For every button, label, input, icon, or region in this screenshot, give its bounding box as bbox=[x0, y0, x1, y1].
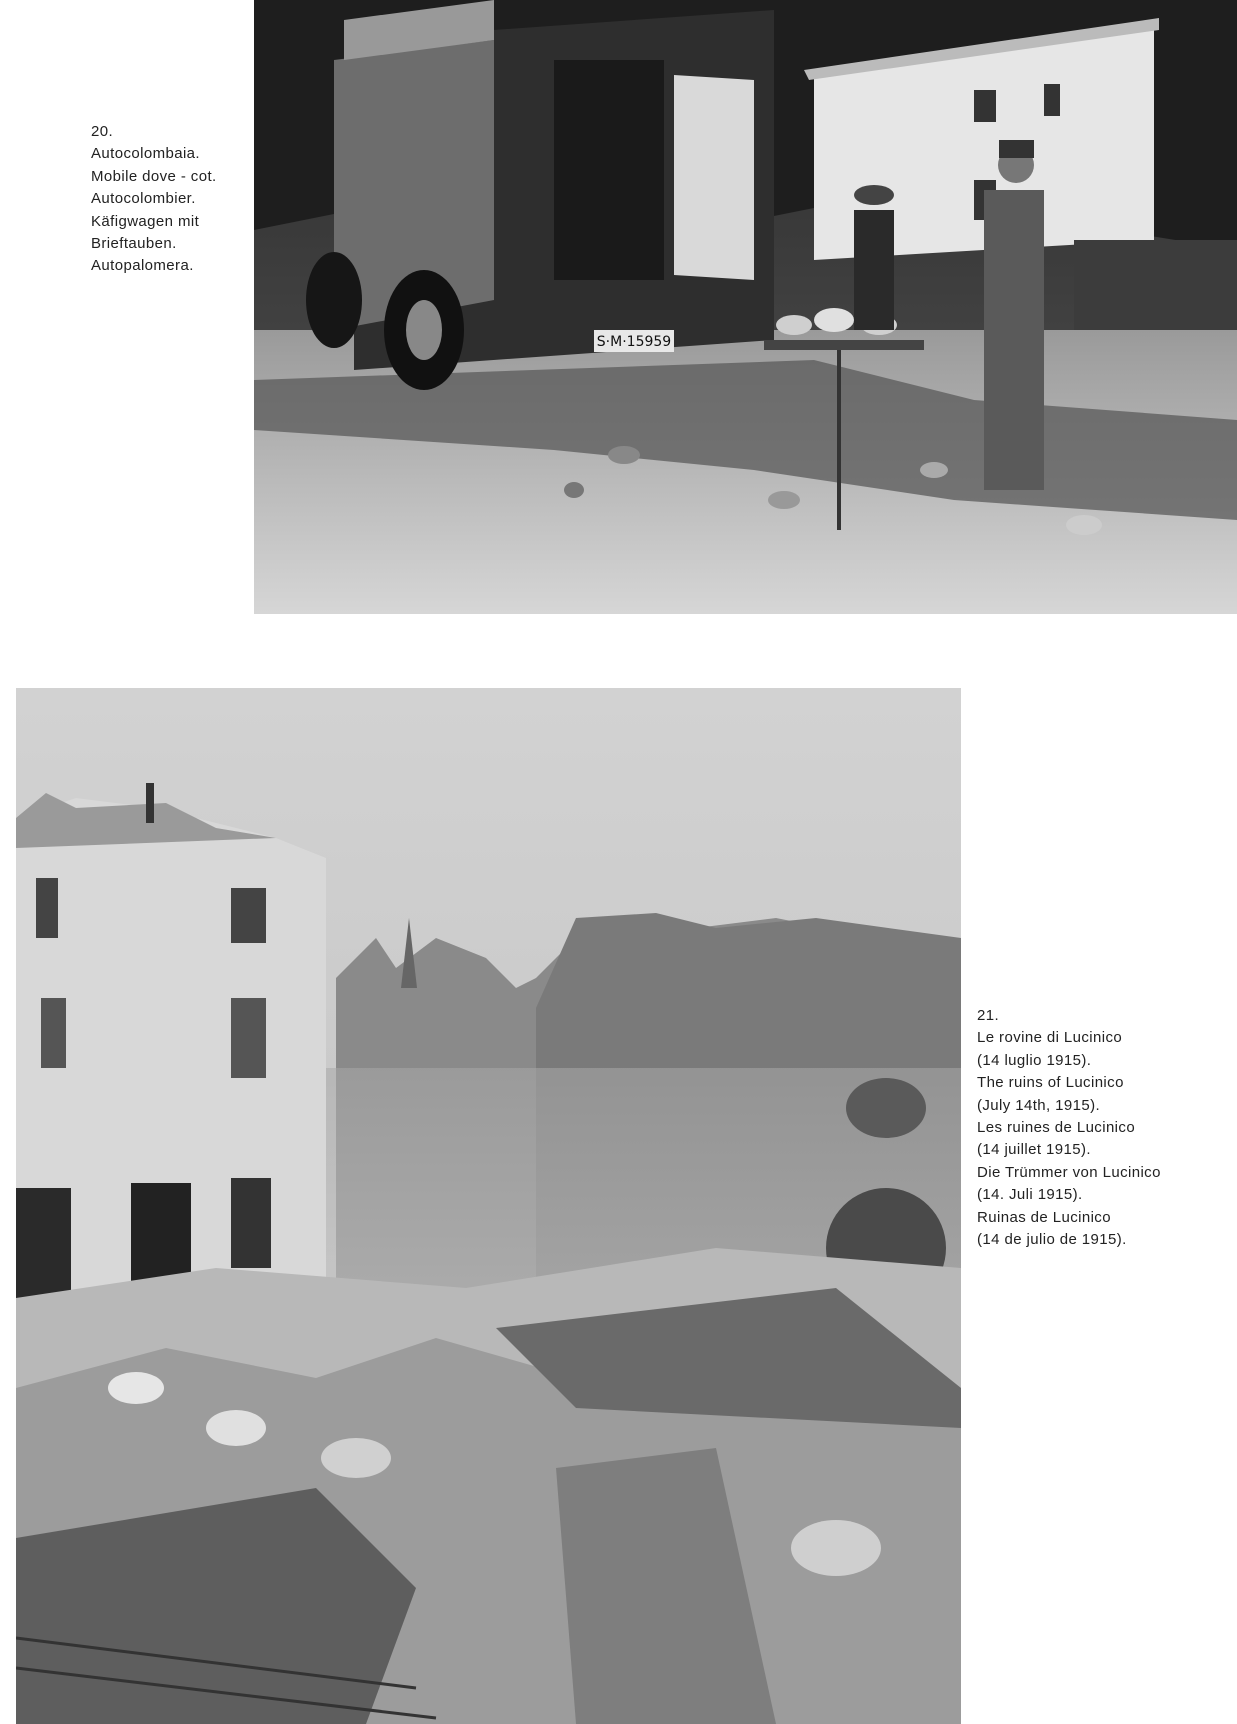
caption-line: The ruins of Lucinico bbox=[977, 1074, 1124, 1092]
caption-number: 21. bbox=[977, 1007, 1000, 1024]
caption-line: (14. Juli 1915). bbox=[977, 1186, 1083, 1204]
caption-line: Käfigwagen mit bbox=[91, 212, 200, 230]
license-plate: S·M·15959 bbox=[596, 334, 672, 350]
caption-figure-21 bbox=[977, 1005, 1222, 1251]
photo-ruins-lucinico bbox=[16, 688, 961, 1724]
caption-line: Autocolombier. bbox=[91, 190, 196, 208]
caption-line: Autopalomera. bbox=[91, 257, 194, 275]
caption-line: Die Trümmer von Lucinico bbox=[977, 1163, 1161, 1181]
caption-line: Ruinas de Lucinico bbox=[977, 1208, 1111, 1226]
caption-figure-20 bbox=[91, 121, 251, 278]
caption-number: 20. bbox=[91, 123, 114, 140]
caption-line: Les ruines de Lucinico bbox=[977, 1119, 1136, 1137]
caption-line: Autocolombaia. bbox=[91, 145, 200, 163]
caption-line: (14 juillet 1915). bbox=[977, 1141, 1091, 1159]
caption-line: Le rovine di Lucinico bbox=[977, 1029, 1123, 1047]
caption-line: (14 luglio 1915). bbox=[977, 1051, 1092, 1069]
caption-line: (July 14th, 1915). bbox=[977, 1096, 1101, 1114]
caption-line: Brieftauben. bbox=[91, 235, 177, 253]
caption-line: Mobile dove - cot. bbox=[91, 167, 217, 185]
photo-dove-cot-truck bbox=[254, 0, 1237, 614]
caption-line: (14 de julio de 1915). bbox=[977, 1231, 1127, 1249]
